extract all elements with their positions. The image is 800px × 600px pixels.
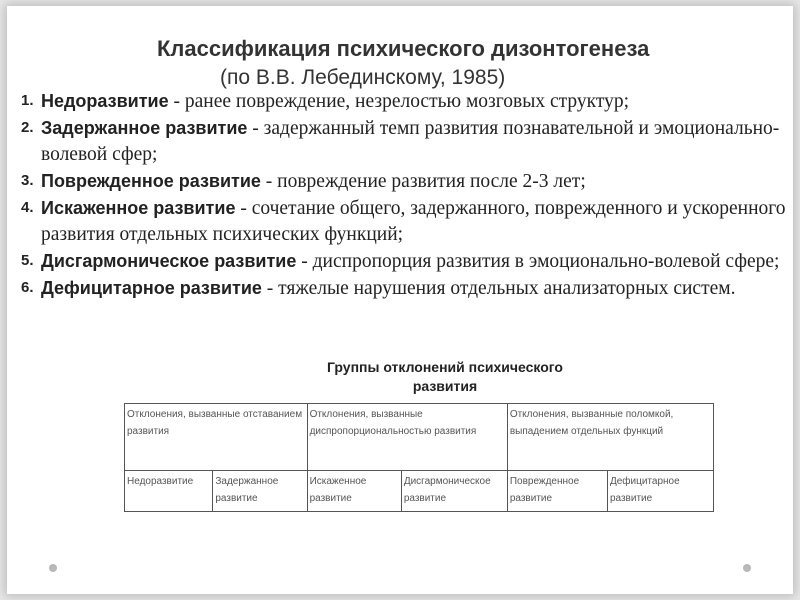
list-item <box>21 115 791 168</box>
classification-list <box>21 88 791 302</box>
table-cell-type: Недоразвитие <box>125 471 213 512</box>
item-number: 4. <box>21 199 34 216</box>
list-item <box>21 248 791 275</box>
item-description: - задержанный темп развития познавательной и эмоционально-волевой сфер; <box>41 118 780 165</box>
item-term: Недоразвитие <box>41 91 169 111</box>
groups-title: Группы отклонений психического развития <box>327 359 563 394</box>
table-cell-group: Отклонения, вызванные отставанием развития <box>125 404 308 471</box>
slide <box>7 6 793 594</box>
deviation-groups-table <box>124 403 714 512</box>
table-cell-group: Отклонения, вызванные поломкой, выпадением отдельных функций <box>507 404 713 471</box>
item-term: Задержанное развитие <box>41 118 248 138</box>
table-cell-type: Дисгармоническое развитие <box>401 471 507 512</box>
item-number: 2. <box>21 119 34 136</box>
item-description: - сочетание общего, задержанного, поврежденного и ускоренного развития отдельных психических функций; <box>41 198 786 245</box>
item-term: Поврежденное развитие <box>41 171 261 191</box>
item-number: 6. <box>21 279 34 296</box>
item-number: 3. <box>21 172 34 189</box>
table-row <box>125 471 714 512</box>
table-cell-type: Дефицитарное развитие <box>607 471 713 512</box>
item-description: - ранее повреждение, незрелостью мозговых структур; <box>168 91 629 112</box>
table-cell-type: Искаженное развитие <box>307 471 401 512</box>
list-item <box>21 195 791 248</box>
item-number: 1. <box>21 92 34 109</box>
item-description: - тяжелые нарушения отдельных анализаторных систем. <box>261 278 736 299</box>
table-cell-type: Задержанное развитие <box>213 471 307 512</box>
table-cell-group: Отклонения, вызванные диспропорциональностью развития <box>307 404 507 471</box>
item-number: 5. <box>21 252 34 269</box>
page-subtitle: (по В.В. Лебединскому, 1985) <box>220 66 506 89</box>
item-term: Искаженное развитие <box>41 198 236 218</box>
item-term: Дефицитарное развитие <box>41 278 262 298</box>
page-title: Классификация психического дизонтогенеза <box>157 36 650 61</box>
item-description: - диспропорция развития в эмоционально-волевой сфере; <box>296 251 780 272</box>
list-item <box>21 275 791 302</box>
table-header-row <box>125 404 714 471</box>
list-item <box>21 168 791 195</box>
slide-corner-dot <box>49 564 57 572</box>
table-cell-type: Поврежденное развитие <box>507 471 607 512</box>
item-term: Дисгармоническое развитие <box>41 251 297 271</box>
item-description: - повреждение развития после 2-3 лет; <box>260 171 586 192</box>
list-item <box>21 88 791 115</box>
slide-corner-dot <box>743 564 751 572</box>
